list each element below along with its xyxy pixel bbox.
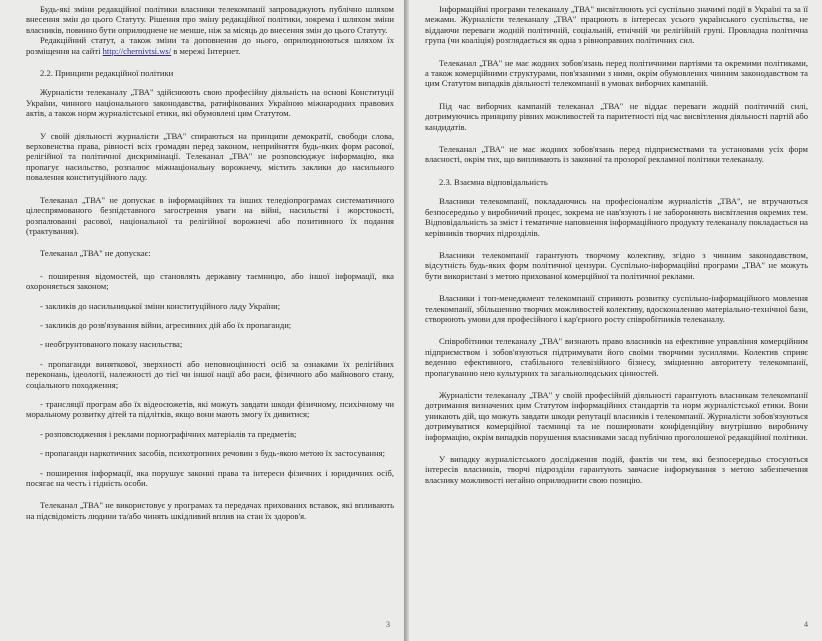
paragraph: Телеканал „ТВА" не допускає:	[40, 248, 151, 259]
paragraph: Телеканал „ТВА" не має жодних зобов'язань перед політичними партіями та окремими політиками, а також комерційними структурами, пов'язаними з ними, окрім обумовлених чинним законодавством та цим Статутом випадків діяльності телекомпанії в умовах виборчих кампаній.	[425, 57, 808, 89]
document-page-right	[409, 0, 822, 641]
paragraph: Під час виборчих кампаній телеканал „ТВА" не віддає переваги жодній політичній силі, дотримуючись принципу рівних можливостей та паритетності під час висвітлення діяльності партій або кандидатів.	[425, 100, 808, 132]
paragraph: Будь-які зміни редакційної політики власники телекомпанії запроваджують публічно шляхом внесення змін до цього Статуту. Рішення про зміну редакційної політики, зокрема і шляхом зміни власників, повинно бути оприлюднене не менше, ніж за місяць до внесення змін до цього Статуту.	[26, 4, 394, 35]
paragraph: Журналісти телеканалу „ТВА" у своїй професійній діяльності гарантують власникам телекомпанії дотримання визначених цим Статутом інформаційних стандартів та норм журналістської етики. Вони уникають дій, що можуть завдати шкоди репутації власників і телекомпанії. Журналісти зобов'язуються дотримуватися комерційної таємниці та не поширювати конфіденційну внутрішню виробничу інформацію, окрім випадків порушення власниками засад публічно проголошеної редакційної політики.	[425, 389, 808, 442]
list-item: - розповсюдження і реклами порнографічних матеріалів та предметів;	[40, 428, 297, 439]
list-item: - необгрунтованого показу насильства;	[40, 339, 183, 350]
paragraph-tail: в мережі Інтернет.	[171, 45, 241, 56]
section-heading-2-3: 2.3. Взаємна відповідальність	[439, 176, 548, 187]
list-item: - пропаганди наркотичних засобів, психотропних речовин з будь-якою метою їх застосування;	[40, 448, 385, 459]
paragraph-statute-publication	[26, 35, 394, 56]
paragraph: Телеканал „ТВА" не використовує у програмах та передачах прихованих вставок, які впливають на підсвідомість людини та/або чинять шкідливий вплив на стан їх здоров'я.	[26, 500, 394, 521]
section-heading-2-2: 2.2. Принципи редакційної політики	[40, 68, 174, 79]
paragraph: Власники і топ-менеджмент телекомпанії сприяють розвитку суспільно-інформаційного мовлення телекомпанії, збільшенню творчих можливостей колективу, вдосконаленню матеріально-технічної бази, створюють умови для професійного і кар'єрного росту співробітників телеканалу.	[425, 293, 808, 324]
paragraph: Інформаційні програми телеканалу „ТВА" висвітлюють усі суспільно значимі події в Україні та за її межами. Журналісти телеканалу „ТВА" працюють в інтересах усього українського суспільства, не віддаючи переваги жодній політичній, соціальній, етнічній чи релігійній групі. Провладна політична група (чи коаліція) розглядається як одна з рівноправних політичних сил.	[425, 4, 808, 46]
page-number: 3	[386, 620, 390, 629]
list-item: - закликів до насильницької зміни конституційного ладу України;	[40, 300, 281, 311]
paragraph: Співробітники телеканалу „ТВА" визнають право власників на ефективне управління комерційним підприємством і зобов'язуються підтримувати його своїми творчими зусиллями. Колектив сприяє веденню ефективного, стабільного телевізійного бізнесу, зміцненню авторитету телекомпанії, пропагуванню нею культурних та загальнолюдських цінностей.	[425, 336, 808, 378]
page-number: 4	[804, 620, 808, 629]
list-item: - пропаганди виняткової, зверхності або неповноцінності осіб за ознаками їх релігійних переконань, ідеології, належності до тієї чи іншої нації або раси, фізичного або майнового стану, соціального походження;	[26, 358, 394, 390]
paragraph-text: Редакційний статут, а також зміни та доповнення до нього, оприлюднюються шляхом їх розміщення на сайті	[26, 35, 394, 56]
website-link[interactable]: http://chernivtsi.ws/	[102, 45, 172, 56]
list-item: - поширення інформації, яка порушує законні права та інтереси фізичних і юридичних осіб, посягає на честь і гідність особи.	[26, 467, 394, 488]
paragraph: У випадку журналістського дослідження подій, фактів чи тем, які безпосередньо стосуються інтересів власників, творчі підрозділи гарантують завчасне інформування з метою забезпечення власнику можливості негайно оприлюднити свою позицію.	[425, 454, 808, 485]
paragraph: Власники телекомпанії, покладаючись на професіоналізм журналістів „ТВА", не втручаються безпосередньо у виробничий процес, зокрема не нав'язують і не забороняють висвітлення окремих тем. Відповідальність за зміст і тематичне наповнення інформаційного продукту телеканалу покладається на керівників творчих підрозділів.	[425, 196, 808, 238]
paragraph: Власники телекомпанії гарантують творчому колективу, згідно з чинним законодавством, відсутність будь-яких форм політичної цензури. Суспільно-інформаційні програми „ТВА" не можуть бути використані з метою прихованої комерційної та політичної реклами.	[425, 249, 808, 281]
list-item: - закликів до розв'язування війни, агресивних дій або їх пропаганди;	[40, 319, 292, 330]
document-page-left	[0, 0, 404, 641]
list-item: - поширення відомостей, що становлять державну таємницю, або іншої інформації, яка охороняється законом;	[26, 270, 394, 292]
paragraph: Журналісти телеканалу „ТВА" здійснюють свою професійну діяльність на основі Конституції України, чинного національного законодавства, ратифікованих Україною міжнародних правових актів, а також норм журналістської етики, які обумовлені цим Статутом.	[26, 87, 394, 119]
paragraph: У своїй діяльності журналісти „ТВА" спираються на принципи демократії, свободи слова, верховенства права, рівності всіх громадян перед законом, неприйняття будь-яких форм расової, релігійної та політичної дискримінації. Телеканал „ТВА" не розповсюджує інформацію, яка пропагує насильство, розпалює міжнаціональну ворожнечу, містить заклики до насильного повалення конституційного ладу.	[26, 130, 394, 183]
list-item: - трансляції програм або їх відеосюжетів, які можуть завдати шкоди фізичному, психічному чи моральному розвитку дітей та підлітків, якщо вони мають змогу їх дивитися;	[26, 398, 394, 420]
paragraph: Телеканал „ТВА" не має жодних зобов'язань перед підприємствами та установами усіх форм власності, окрім тих, що випливають із законної та прозорої рекламної політики телеканалу.	[425, 144, 808, 165]
paragraph: Телеканал „ТВА" не допускає в інформаційних та інших теледіопрограмах систематичного цілеспрямованого безпідставного загострення уваги на війні, насильстві і жорстокості, розпалюванні расової, національної та релігійної ворожнечі або позитивного їх подання (трактування).	[26, 194, 394, 236]
